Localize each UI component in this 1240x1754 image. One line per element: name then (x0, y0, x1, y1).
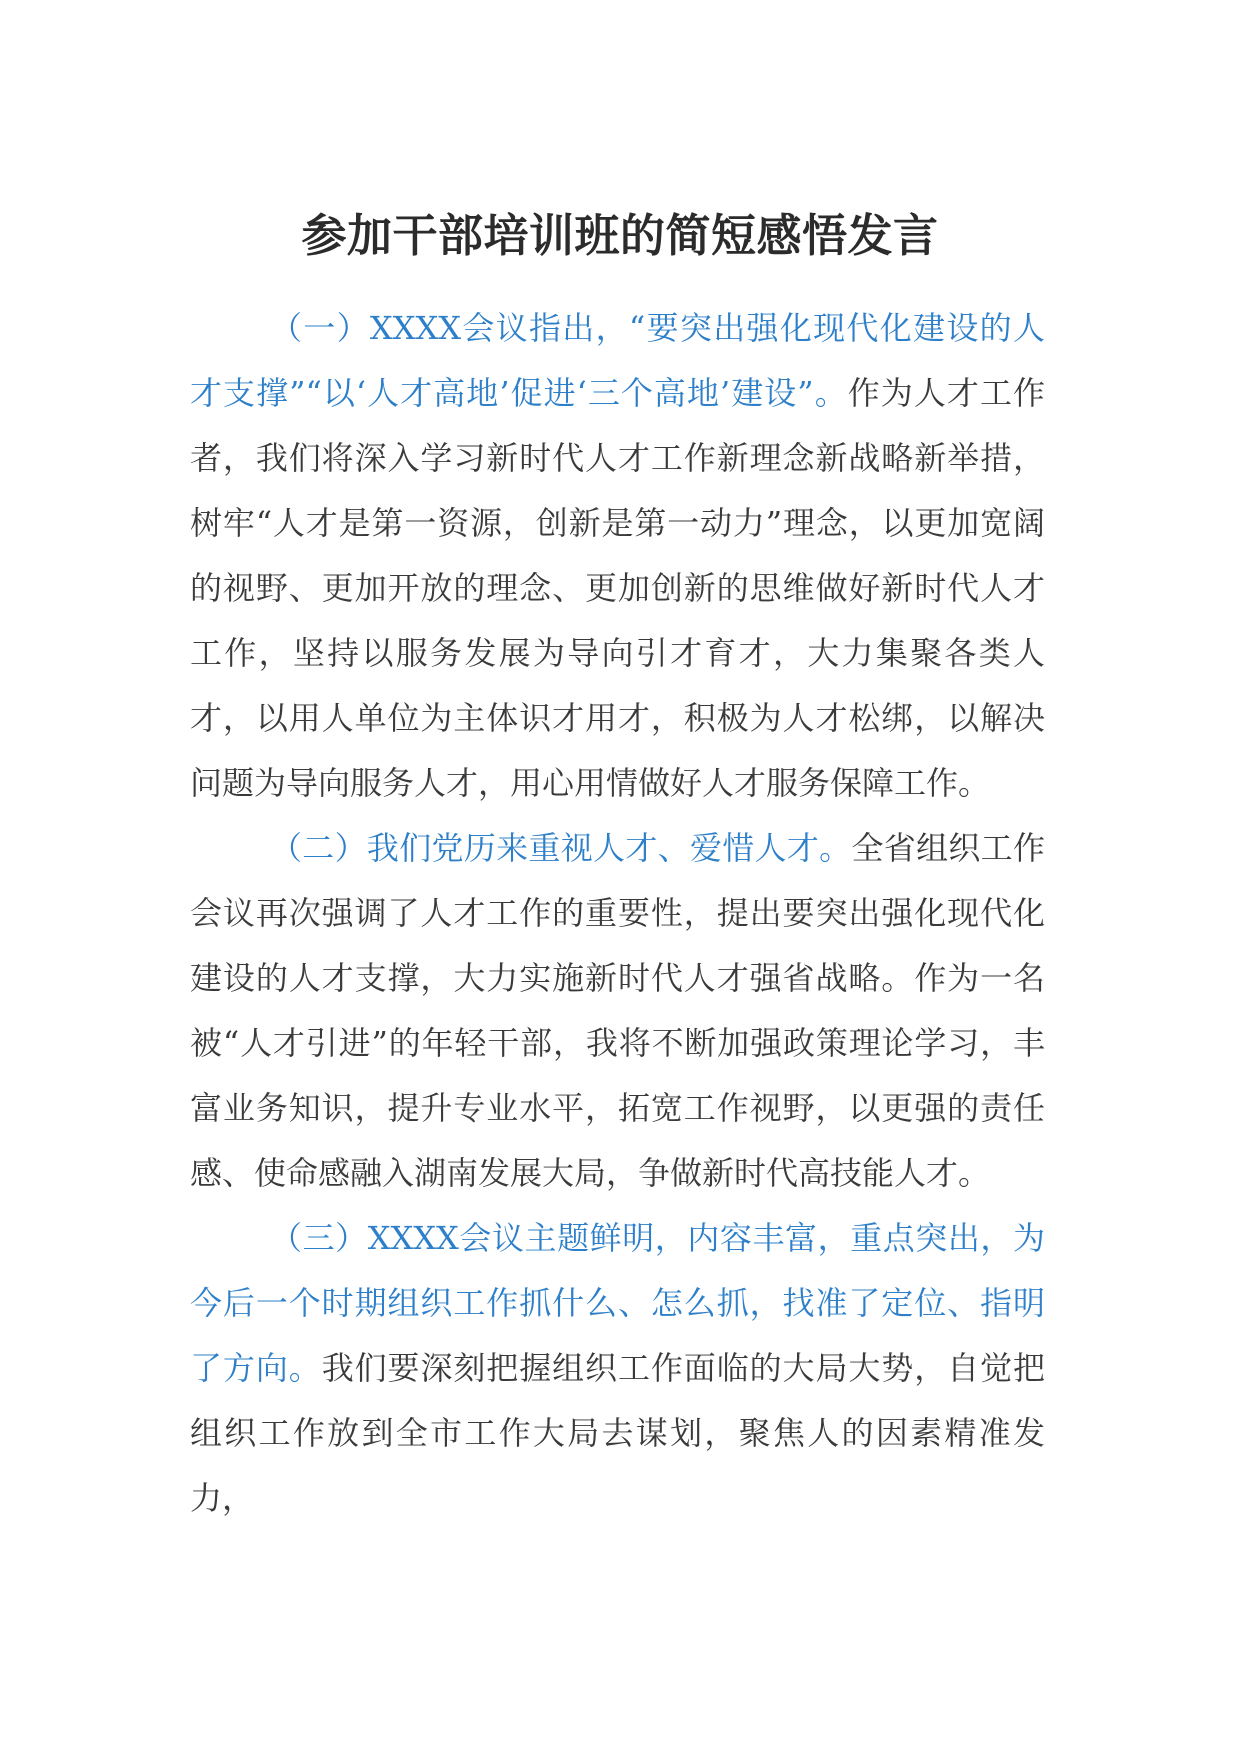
paragraph-3-text: 我们要深刻把握组织工作面临的大局大势，自觉把组织工作放到全市工作大局去谋划，聚焦人的因素精准发力， (190, 1349, 1045, 1517)
paragraph-2-highlight: （二）我们党历来重视人才、爱惜人才。 (270, 829, 852, 867)
paragraph-1 (190, 296, 1045, 816)
paragraph-3-highlight: （三）XXXX会议主题鲜明，内容丰富，重点突出，为今后一个时期组织工作抓什么、怎么抓，找准了定位、指明了方向。 (190, 1219, 1045, 1387)
paragraph-1-highlight: （一）XXXX会议指出，“要突出强化现代化建设的人才支撑”“以‘人才高地’促进‘三个高地’建设”。 (190, 309, 1045, 412)
paragraph-2-text: 全省组织工作会议再次强调了人才工作的重要性，提出要突出强化现代化建设的人才支撑，大力实施新时代人才强省战略。作为一名被“人才引进”的年轻干部，我将不断加强政策理论学习，丰富业务知识，提升专业水平，拓宽工作视野，以更强的责任感、使命感融入湖南发展大局，争做新时代高技能人才。 (190, 829, 1045, 1192)
paragraph-3 (190, 1206, 1045, 1531)
document-body (190, 296, 1045, 1531)
document-title: 参加干部培训班的简短感悟发言 (301, 209, 939, 262)
paragraph-2 (190, 816, 1045, 1206)
paragraph-1-text: 作为人才工作者，我们将深入学习新时代人才工作新理念新战略新举措，树牢“人才是第一资源，创新是第一动力”理念，以更加宽阔的视野、更加开放的理念、更加创新的思维做好新时代人才工作，坚持以服务发展为导向引才育才，大力集聚各类人才，以用人单位为主体识才用才，积极为人才松绑，以解决问题为导向服务人才，用心用情做好人才服务保障工作。 (190, 374, 1045, 802)
